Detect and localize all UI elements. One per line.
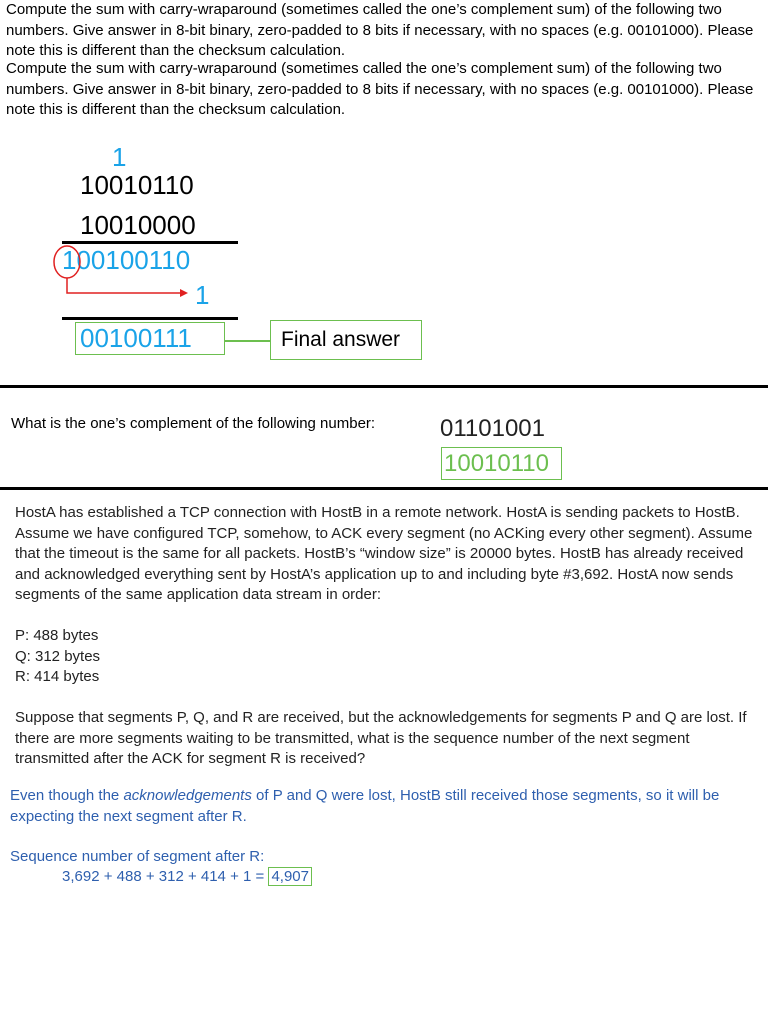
explanation-emphasis: acknowledgements <box>123 787 252 804</box>
carry-circle <box>54 246 80 278</box>
section-divider-1 <box>0 385 768 388</box>
segment-q: Q: 312 bytes <box>15 647 101 665</box>
result-connector <box>225 340 270 342</box>
question1-prompt-repeat: Compute the sum with carry-wraparound (sometimes called the one’s complement sum) of the following two numbers. Give answer in 8-bit binary, zero-padded to 8 bits if necessary, with no spaces (e.g. 00101000). Please note this is different than the checksum calculation. <box>6 60 754 118</box>
question2-prompt: What is the one’s complement of the following number: <box>11 415 376 432</box>
question2-number: 01101001 <box>440 415 545 442</box>
segment-r: R: 414 bytes <box>15 668 100 685</box>
carry-digit: 1 <box>112 142 127 172</box>
wrap-line <box>67 278 180 293</box>
question3-scenario: HostA has established a TCP connection with HostB in a remote network. HostA is sending packets to HostB. Assume we have configured TCP, somehow, to ACK every segment (no ACKing every other segment). Assume that the timeout is the same for all packets. HostB’s “window size” is 20000 bytes. HostB has already received and acknowledged everything sent by HostA’s application up to and including byte #3,692. HostA now sends segments of the same application data stream in order: <box>15 504 753 603</box>
operand-1: 10010110 <box>80 170 194 200</box>
segment-list <box>15 626 760 688</box>
question3-explanation <box>10 786 760 827</box>
sequence-result: 4,907 <box>268 867 312 886</box>
operand-2: 10010000 <box>80 210 196 240</box>
arrow-head <box>180 289 188 297</box>
segment-p: P: 488 bytes <box>15 627 99 644</box>
wraparound-arrow <box>50 244 200 300</box>
question3-question: Suppose that segments P, Q, and R are received, but the acknowledgements for segments P and Q are lost. If there are more segments waiting to be transmitted, what is the sequence number of the next segment transmitted after the ACK for segment R is received? <box>15 709 747 767</box>
raw-sum-low-bits: 00100110 <box>76 245 191 275</box>
explanation-start: Even though the <box>10 787 124 804</box>
wrap-carry-digit: 1 <box>195 280 210 310</box>
sequence-equation <box>62 867 312 888</box>
raw-sum-carry-out: 1 <box>62 245 77 275</box>
section-divider-2 <box>0 487 768 490</box>
question1-prompt: Compute the sum with carry-wraparound (sometimes called the one’s complement sum) of the following two numbers. Give answer in 8-bit binary, zero-padded to 8 bits if necessary, with no spaces (e.g. 00101000). Please note this is different than the checksum calculation. <box>6 1 754 59</box>
result-box: 00100111 <box>75 322 225 355</box>
sequence-label: Sequence number of segment after R: <box>10 848 265 865</box>
result-rule <box>62 317 238 320</box>
equation-terms: 3,692 + 488 + 312 + 414 + 1 = <box>62 868 269 885</box>
explanation-end: of P and Q were lost, HostB still received those segments, so it will be expecting the next segment after R. <box>10 787 720 825</box>
final-answer-box: Final answer <box>270 320 422 360</box>
question2-answer: 10010110 <box>441 447 562 480</box>
